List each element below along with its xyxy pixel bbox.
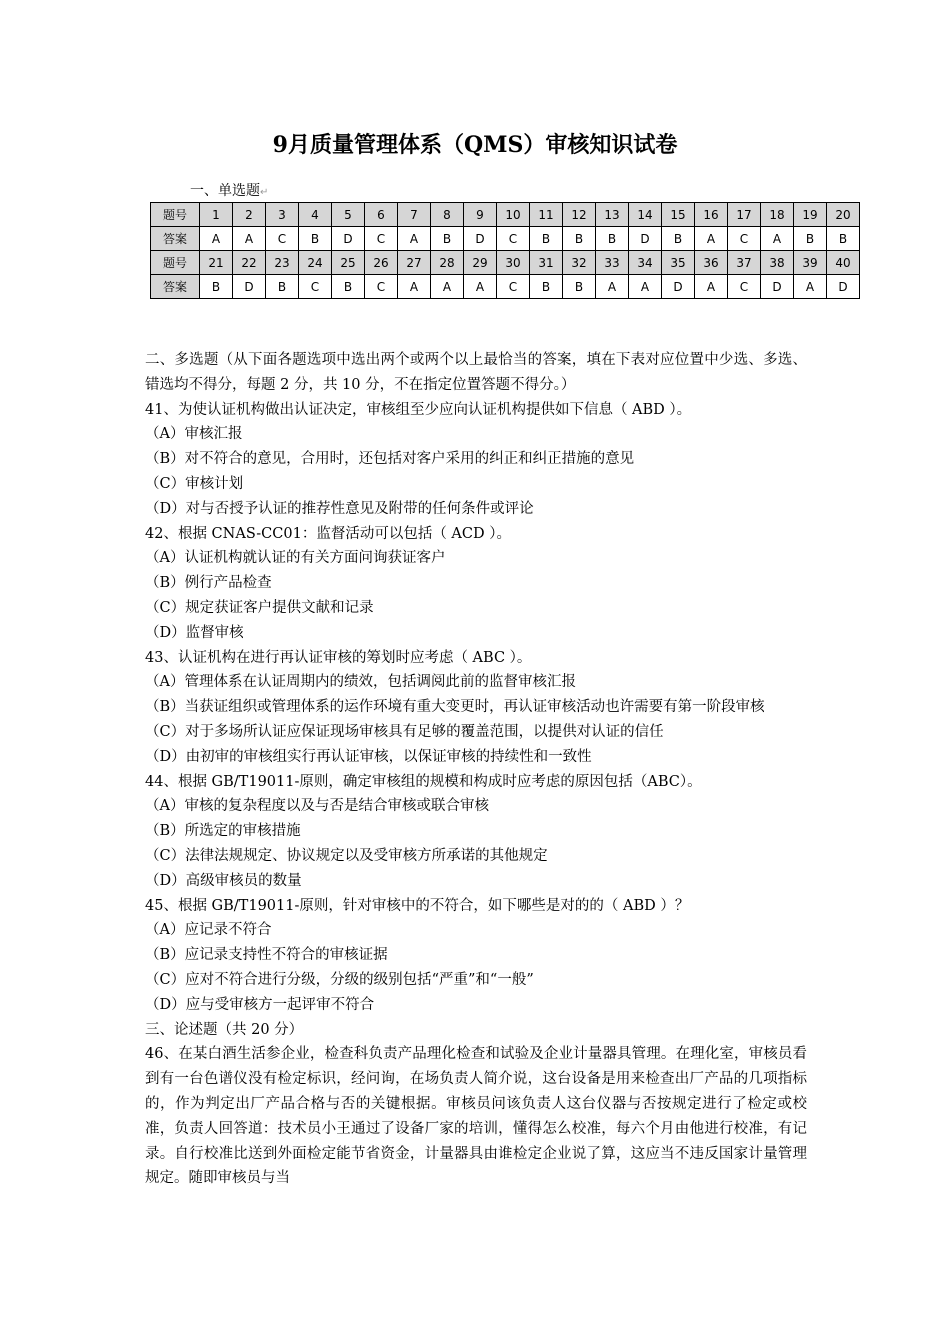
question-number-cell: 37: [728, 251, 761, 275]
text-line: 46、在某白酒生活参企业，检查科负责产品理化检查和试验及企业计量器具管理。在理化室，审核员看到有一台色谱仪没有检定标识，经问询，在场负责人简介说，这台设备是用来检查出厂产品的几项指标的，作为判定出厂产品合格与否的关键根据。审核员问该负责人这台仪器与否按规定进行了检定或校准，负责人回答道：技术员小王通过了设备厂家的培训，懂得怎么校准，每六个月由他进行校准，有记录。自行校准比送到外面检定能节省资金，计量器具由谁检定企业说了算，这应当不违反国家计量管理规定。随即审核员与当: [145, 1046, 807, 1187]
answer-cell: C: [728, 227, 761, 251]
text-line: （D）由初审的审核组实行再认证审核，以保证审核的持续性和一致性: [145, 748, 592, 765]
answer-cell: B: [266, 275, 299, 299]
answer-cell: A: [398, 227, 431, 251]
paragraph-mark-icon: ↵: [260, 187, 269, 198]
answer-cell: D: [233, 275, 266, 299]
text-line: （A）审核的复杂程度以及与否是结合审核或联合审核: [145, 798, 489, 815]
question-number-cell: 2: [233, 203, 266, 227]
answer-cell: A: [398, 275, 431, 299]
answer-row: [151, 275, 860, 299]
answer-cell: A: [695, 275, 728, 299]
question-number-cell: 22: [233, 251, 266, 275]
answer-cell: D: [332, 227, 365, 251]
answer-cell: B: [563, 227, 596, 251]
answer-cell: B: [299, 227, 332, 251]
question-number-cell: 32: [563, 251, 596, 275]
section-single-choice-heading: [190, 180, 268, 200]
text-line: （B）应记录支持性不符合的审核证据: [145, 947, 388, 964]
question-number-cell: 24: [299, 251, 332, 275]
text-line: （B）所选定的审核措施: [145, 823, 301, 840]
text-line: 42、根据 CNAS-CC01：监督活动可以包括（ ACD ）。: [145, 525, 511, 542]
question-number-cell: 5: [332, 203, 365, 227]
question-number-cell: 18: [761, 203, 794, 227]
answer-cell: D: [662, 275, 695, 299]
text-line: 二、多选题（从下面各题选项中选出两个或两个以上最恰当的答案，填在下表对应位置中少选、多选、错选均不得分，每题 2 分，共 10 分，不在指定位置答题不得分。）: [145, 352, 807, 393]
answer-cell: B: [200, 275, 233, 299]
question-number-cell: 27: [398, 251, 431, 275]
text-line: （C）法律法规规定、协议规定以及受审核方所承诺的其他规定: [145, 847, 548, 864]
question-number-cell: 1: [200, 203, 233, 227]
question-number-cell: 6: [365, 203, 398, 227]
answer-label: 答案: [151, 275, 200, 299]
text-line: （C）审核计划: [145, 475, 244, 492]
question-number-cell: 28: [431, 251, 464, 275]
text-line: 45、根据 GB/T19011-原则，针对审核中的不符合，如下哪些是对的的（ ABD ）？: [145, 897, 690, 914]
answer-cell: D: [761, 275, 794, 299]
question-number-cell: 39: [794, 251, 827, 275]
text-line: （B）当获证组织或管理体系的运作环境有重大变更时，再认证审核活动也许需要有第一阶段审核: [145, 699, 765, 716]
text-line: （A）应记录不符合: [145, 922, 272, 939]
question-number-cell: 10: [497, 203, 530, 227]
question-number-cell: 29: [464, 251, 497, 275]
text-line: （C）对于多场所认证应保证现场审核具有足够的覆盖范围，以提供对认证的信任: [145, 723, 664, 740]
question-number-cell: 11: [530, 203, 563, 227]
text-line: （A）审核汇报: [145, 426, 243, 443]
answer-cell: C: [365, 275, 398, 299]
document-body: [145, 348, 807, 1191]
answer-row: [151, 227, 860, 251]
page-title: 9月质量管理体系（QMS）审核知识试卷: [272, 132, 678, 158]
text-line: （B）例行产品检查: [145, 575, 272, 592]
text-line: （D）高级审核员的数量: [145, 872, 302, 889]
text-line: （A）管理体系在认证周期内的绩效，包括调阅此前的监督审核汇报: [145, 674, 576, 691]
answer-cell: B: [662, 227, 695, 251]
answer-cell: B: [332, 275, 365, 299]
answer-cell: B: [596, 227, 629, 251]
question-number-row: [151, 203, 860, 227]
answer-cell: C: [497, 227, 530, 251]
answer-cell: A: [794, 275, 827, 299]
question-number-label: 题号: [151, 251, 200, 275]
question-number-cell: 30: [497, 251, 530, 275]
question-number-cell: 21: [200, 251, 233, 275]
question-number-cell: 33: [596, 251, 629, 275]
answer-cell: B: [530, 275, 563, 299]
answer-cell: A: [695, 227, 728, 251]
answer-cell: B: [827, 227, 860, 251]
answer-cell: B: [431, 227, 464, 251]
question-number-cell: 13: [596, 203, 629, 227]
answer-cell: A: [431, 275, 464, 299]
text-line: （D）应与受审核方一起评审不符合: [145, 996, 375, 1013]
question-number-label: 题号: [151, 203, 200, 227]
answer-table: [150, 202, 860, 299]
question-number-cell: 23: [266, 251, 299, 275]
section-heading-text: 一、单选题: [190, 183, 260, 199]
answer-cell: A: [233, 227, 266, 251]
text-line: （C）应对不符合进行分级，分级的级别包括“严重”和“一般”: [145, 971, 534, 988]
question-number-cell: 40: [827, 251, 860, 275]
text-line: 43、认证机构在进行再认证审核的筹划时应考虑（ ABC ）。: [145, 649, 532, 666]
text-line: （D）监督审核: [145, 624, 244, 641]
answer-cell: A: [200, 227, 233, 251]
text-line: 41、为使认证机构做出认证决定，审核组至少应向认证机构提供如下信息（ ABD ）。: [145, 401, 692, 418]
answer-cell: B: [530, 227, 563, 251]
question-number-cell: 19: [794, 203, 827, 227]
answer-label: 答案: [151, 227, 200, 251]
question-number-cell: 20: [827, 203, 860, 227]
question-number-cell: 8: [431, 203, 464, 227]
text-line: （D）对与否授予认证的推荐性意见及附带的任何条件或评论: [145, 500, 534, 517]
question-number-cell: 36: [695, 251, 728, 275]
answer-cell: A: [464, 275, 497, 299]
question-number-cell: 15: [662, 203, 695, 227]
text-line: （B）对不符合的意见，合用时，还包括对客户采用的纠正和纠正措施的意见: [145, 451, 635, 468]
question-number-cell: 31: [530, 251, 563, 275]
answer-cell: D: [827, 275, 860, 299]
question-number-cell: 35: [662, 251, 695, 275]
question-number-cell: 25: [332, 251, 365, 275]
question-number-cell: 9: [464, 203, 497, 227]
question-number-cell: 17: [728, 203, 761, 227]
question-number-cell: 12: [563, 203, 596, 227]
answer-cell: A: [596, 275, 629, 299]
text-line: 44、根据 GB/T19011-原则，确定审核组的规模和构成时应考虑的原因包括（ABC）。: [145, 773, 702, 790]
question-number-cell: 38: [761, 251, 794, 275]
answer-cell: A: [761, 227, 794, 251]
answer-cell: C: [266, 227, 299, 251]
question-number-row: [151, 251, 860, 275]
question-number-cell: 4: [299, 203, 332, 227]
text-line: （A）认证机构就认证的有关方面问询获证客户: [145, 550, 446, 567]
question-number-cell: 34: [629, 251, 662, 275]
question-number-cell: 7: [398, 203, 431, 227]
answer-cell: C: [365, 227, 398, 251]
text-line: （C）规定获证客户提供文献和记录: [145, 599, 374, 616]
question-number-cell: 14: [629, 203, 662, 227]
answer-cell: D: [464, 227, 497, 251]
answer-cell: C: [299, 275, 332, 299]
question-number-cell: 3: [266, 203, 299, 227]
answer-cell: C: [728, 275, 761, 299]
question-number-cell: 26: [365, 251, 398, 275]
answer-cell: D: [629, 227, 662, 251]
answer-cell: A: [629, 275, 662, 299]
text-line: 三、论述题（共 20 分）: [145, 1021, 304, 1038]
answer-cell: B: [563, 275, 596, 299]
answer-cell: C: [497, 275, 530, 299]
answer-cell: B: [794, 227, 827, 251]
question-number-cell: 16: [695, 203, 728, 227]
